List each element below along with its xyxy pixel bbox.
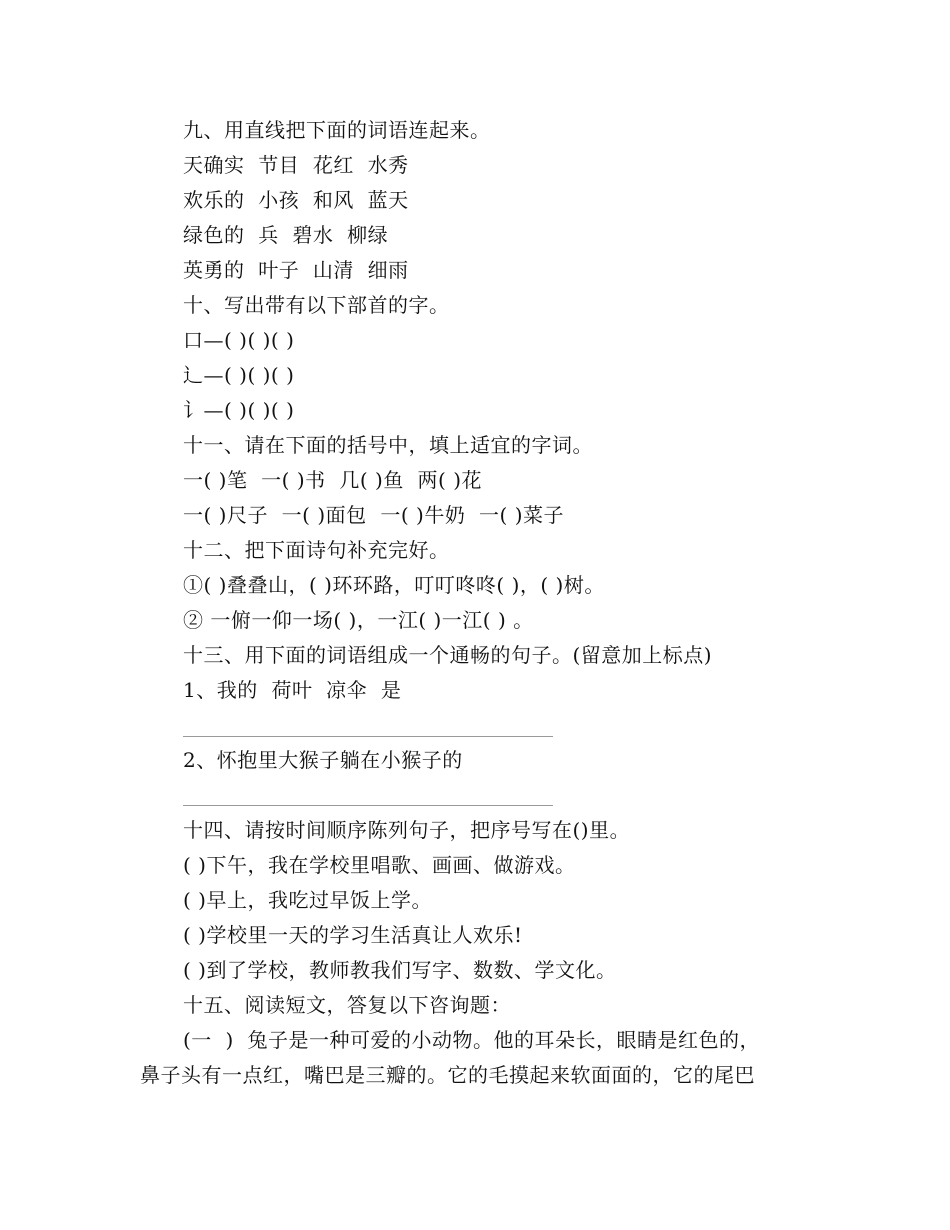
section-9-row: 英勇的 叶子 山清 细雨 <box>183 258 409 282</box>
reading-passage-line: 鼻子头有一点红，嘴巴是三瓣的。它的毛摸起来软面面的，它的尾巴 <box>140 1063 755 1087</box>
section-14-row: ( )到了学校，教师教我们写字、数数、学文化。 <box>183 958 617 982</box>
section-12-row: ①( )叠叠山，( )环环路，叮叮咚咚( )，( )树。 <box>183 573 605 597</box>
answer-line-2[interactable] <box>183 805 553 806</box>
section-11-row: 一( )笔 一( )书 几( )鱼 两( )花 <box>183 468 482 492</box>
section-9-title: 九、用直线把下面的词语连起来。 <box>183 118 491 142</box>
section-10-row: 口—( )( )( ) <box>183 328 295 352</box>
section-9-row: 天确实 节目 花红 水秀 <box>183 153 409 177</box>
section-14-row: ( )下午，我在学校里唱歌、画画、做游戏。 <box>183 853 576 877</box>
answer-line-1[interactable] <box>183 736 553 737</box>
section-15-title: 十五、阅读短文，答复以下咨询题： <box>183 993 511 1017</box>
section-10-title: 十、写出带有以下部首的字。 <box>183 293 450 317</box>
section-10-row: 辶—( )( )( ) <box>183 363 295 387</box>
section-13-title: 十三、用下面的词语组成一个通畅的句子。(留意加上标点) <box>183 643 713 667</box>
section-12-title: 十二、把下面诗句补充完好。 <box>183 538 450 562</box>
section-13-item-1: 1、我的 荷叶 凉伞 是 <box>183 678 402 702</box>
section-11-row: 一( )尺子 一( )面包 一( )牛奶 一( )菜子 <box>183 503 564 527</box>
section-13-item-2: 2、怀抱里大猴子躺在小猴子的 <box>183 748 463 772</box>
section-14-title: 十四、请按时间顺序陈列句子，把序号写在()里。 <box>183 818 631 842</box>
section-10-row: 讠—( )( )( ) <box>183 398 295 422</box>
section-9-row: 绿色的 兵 碧水 柳绿 <box>183 223 389 247</box>
reading-passage-line: (一 ) 兔子是一种可爱的小动物。他的耳朵长，眼睛是红色的， <box>183 1028 761 1052</box>
section-14-row: ( )早上，我吃过早饭上学。 <box>183 888 432 912</box>
section-11-title: 十一、请在下面的括号中，填上适宜的字词。 <box>183 433 593 457</box>
section-14-row: ( )学校里一天的学习生活真让人欢乐! <box>183 923 523 947</box>
section-12-row: ② 一俯一仰一场( )，一江( )一江( ) 。 <box>183 608 534 632</box>
section-9-row: 欢乐的 小孩 和风 蓝天 <box>183 188 409 212</box>
